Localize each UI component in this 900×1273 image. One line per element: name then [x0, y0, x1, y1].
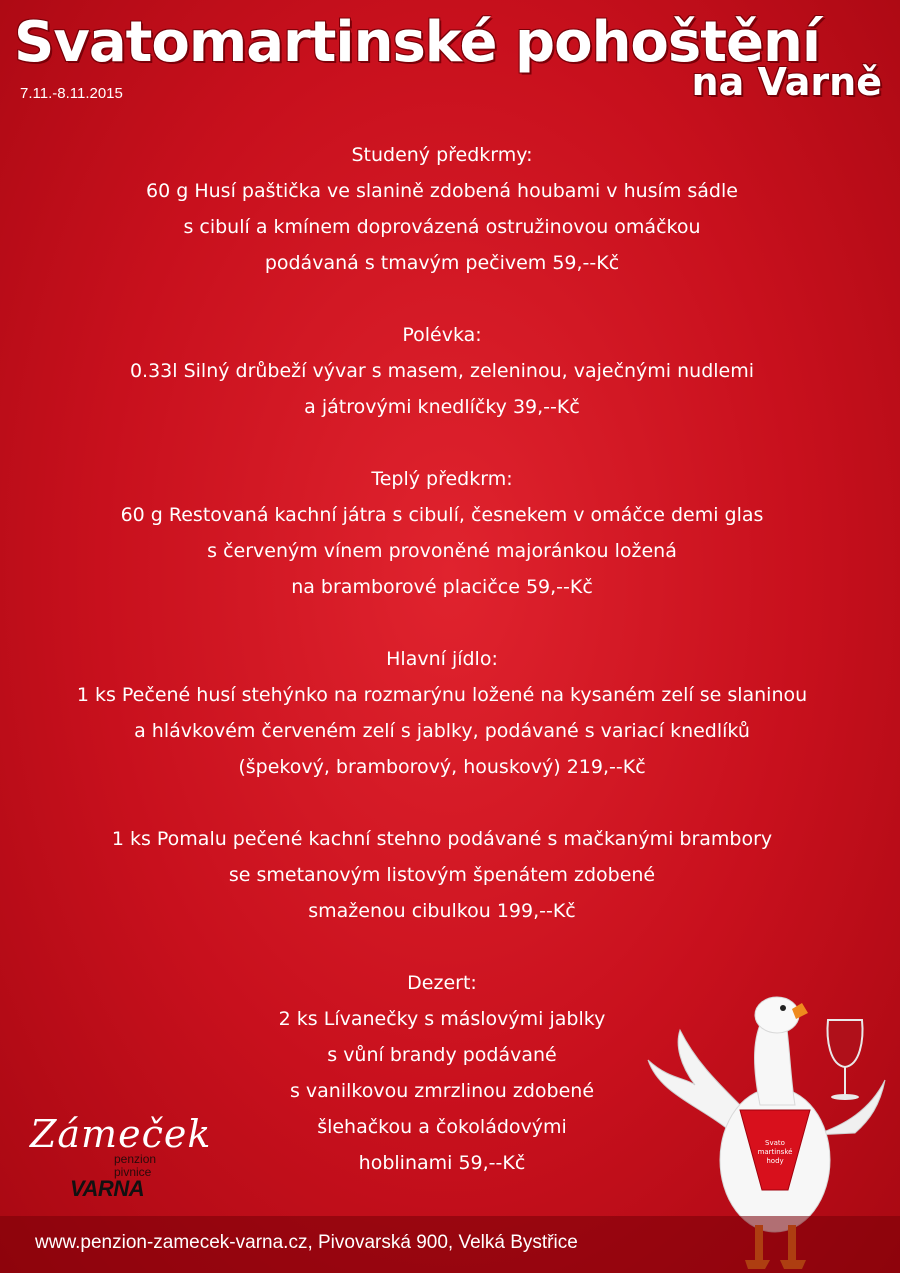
- menu-line: a hlávkovém červeném zelí s jablky, podávané s variací knedlíků: [134, 720, 750, 742]
- menu-section-main-course: [0, 641, 884, 785]
- section-heading: Hlavní jídlo:: [386, 648, 498, 670]
- menu-line: (špekový, bramborový, houskový) 219,--Kč: [238, 756, 646, 778]
- footer-band: [0, 1216, 900, 1273]
- logo-script: Zámeček: [30, 1112, 212, 1156]
- menu-section-warm-starter: [0, 461, 884, 605]
- menu-line: 0.33l Silný drůbeží vývar s masem, zeleninou, vaječnými nudlemi: [129, 360, 755, 382]
- menu-line: s vanilkovou zmrzlinou zdobené: [289, 1080, 595, 1102]
- menu-line: smaženou cibulkou 199,--Kč: [308, 900, 576, 922]
- menu-line: hoblinami 59,--Kč: [358, 1152, 526, 1174]
- menu-line: s červeným vínem provoněné majoránkou ložená: [207, 540, 677, 562]
- menu-line: se smetanovým listovým špenátem zdobené: [228, 864, 656, 886]
- page-subtitle: na Varně: [691, 60, 882, 104]
- section-heading: Dezert:: [407, 972, 477, 994]
- menu-line: na bramborové placičce 59,--Kč: [291, 576, 593, 598]
- logo-pivnice: pivnice: [114, 1165, 152, 1179]
- section-heading: Studený předkrmy:: [351, 144, 533, 166]
- menu-section-soup: [0, 317, 884, 425]
- menu-line: 60 g Restovaná kachní játra s cibulí, česnekem v omáčce demi glas: [120, 504, 764, 526]
- menu-section-main-course-2: [0, 821, 884, 929]
- menu-line: a játrovými knedlíčky 39,--Kč: [304, 396, 580, 418]
- menu-line: 60 g Husí paštička ve slanině zdobená houbami v husím sádle: [146, 180, 738, 202]
- menu-line: šlehačkou a čokoládovými: [317, 1116, 567, 1138]
- menu-line: 2 ks Lívanečky s máslovými jablky: [278, 1008, 606, 1030]
- menu-line: s cibulí a kmínem doprovázená ostružinovou omáčkou: [183, 216, 701, 238]
- section-heading: Polévka:: [402, 324, 482, 346]
- bib-text: Svato: [765, 1139, 785, 1147]
- footer-contact: www.penzion-zamecek-varna.cz, Pivovarská 900, Velká Bystřice: [35, 1232, 578, 1253]
- bib-text: martinské: [757, 1148, 793, 1156]
- page-title: Svatomartinské pohoštění: [14, 10, 821, 75]
- section-heading: Teplý předkrm:: [371, 468, 513, 490]
- logo-varna: VARNA: [70, 1176, 145, 1201]
- menu-line: 1 ks Pomalu pečené kachní stehno podávané s mačkanými brambory: [111, 828, 773, 850]
- zamecek-logo: [22, 1112, 222, 1202]
- logo-penzion: penzion: [114, 1152, 157, 1166]
- menu-section-cold-starter: [0, 137, 884, 281]
- event-date: 7.11.-8.11.2015: [20, 85, 123, 102]
- menu-line: podávaná s tmavým pečivem 59,--Kč: [264, 252, 620, 274]
- menu-line: 1 ks Pečené husí stehýnko na rozmarýnu ložené na kysaném zelí se slaninou: [76, 684, 808, 706]
- menu-line: s vůní brandy podávané: [327, 1044, 557, 1066]
- bib-text: hody: [766, 1157, 784, 1165]
